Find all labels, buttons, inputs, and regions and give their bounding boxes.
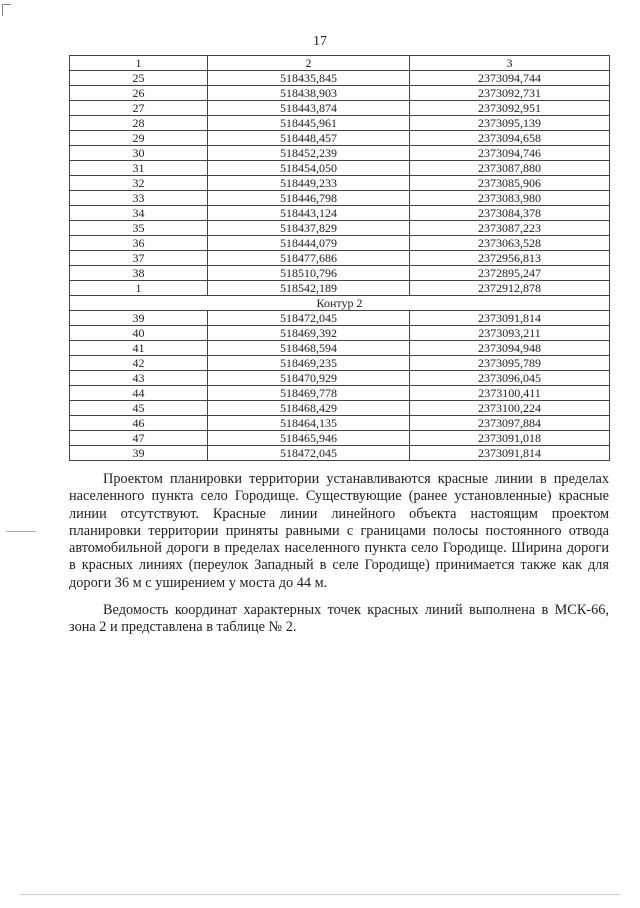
y-coordinate-cell: 2372895,247 (410, 266, 610, 281)
point-number-cell: 39 (70, 311, 208, 326)
table-row (70, 416, 610, 431)
y-coordinate-cell: 2373095,789 (410, 356, 610, 371)
table-row (70, 266, 610, 281)
y-coordinate-cell: 2373094,948 (410, 341, 610, 356)
group-title-cell: Контур 2 (70, 296, 610, 311)
x-coordinate-cell: 518444,079 (208, 236, 410, 251)
x-coordinate-cell: 518448,457 (208, 131, 410, 146)
point-number-cell: 1 (70, 281, 208, 296)
table-row (70, 326, 610, 341)
x-coordinate-cell: 518472,045 (208, 311, 410, 326)
y-coordinate-cell: 2373087,223 (410, 221, 610, 236)
x-coordinate-cell: 518469,235 (208, 356, 410, 371)
y-coordinate-cell: 2373083,980 (410, 191, 610, 206)
point-number-cell: 45 (70, 401, 208, 416)
point-number-cell: 27 (70, 101, 208, 116)
x-coordinate-cell: 518470,929 (208, 371, 410, 386)
table-row (70, 71, 610, 86)
table-row (70, 371, 610, 386)
y-coordinate-cell: 2373100,224 (410, 401, 610, 416)
y-coordinate-cell: 2373085,906 (410, 176, 610, 191)
table-row (70, 131, 610, 146)
y-coordinate-cell: 2373091,814 (410, 311, 610, 326)
scan-mark-left-edge (6, 531, 36, 532)
table-row (70, 116, 610, 131)
header-cell-y: 3 (410, 56, 610, 71)
y-coordinate-cell: 2373087,880 (410, 161, 610, 176)
point-number-cell: 44 (70, 386, 208, 401)
y-coordinate-cell: 2373097,884 (410, 416, 610, 431)
point-number-cell: 38 (70, 266, 208, 281)
y-coordinate-cell: 2373063,528 (410, 236, 610, 251)
table-row (70, 86, 610, 101)
y-coordinate-cell: 2373092,951 (410, 101, 610, 116)
y-coordinate-cell: 2373093,211 (410, 326, 610, 341)
x-coordinate-cell: 518452,239 (208, 146, 410, 161)
scan-mark-top-left (2, 4, 11, 5)
point-number-cell: 35 (70, 221, 208, 236)
y-coordinate-cell: 2373094,746 (410, 146, 610, 161)
y-coordinate-cell: 2373096,045 (410, 371, 610, 386)
table-row (70, 251, 610, 266)
table-row (70, 101, 610, 116)
y-coordinate-cell: 2373095,139 (410, 116, 610, 131)
y-coordinate-cell: 2373091,018 (410, 431, 610, 446)
point-number-cell: 32 (70, 176, 208, 191)
table-row (70, 356, 610, 371)
x-coordinate-cell: 518454,050 (208, 161, 410, 176)
header-cell-x: 2 (208, 56, 410, 71)
coordinates-table-body (70, 56, 610, 461)
table-row (70, 206, 610, 221)
point-number-cell: 25 (70, 71, 208, 86)
page-number: 17 (313, 34, 327, 49)
x-coordinate-cell: 518542,189 (208, 281, 410, 296)
table-row (70, 386, 610, 401)
x-coordinate-cell: 518464,135 (208, 416, 410, 431)
header-cell-point: 1 (70, 56, 208, 71)
point-number-cell: 28 (70, 116, 208, 131)
paragraph-red-lines: Проектом планировки территории устанавливаются красные линии в пределах населенного пункта село Городище. Существующие (ранее установленные) красные линии отсутствуют. Красные линии линейного объекта настоящим проектом планировки территории приняты равными с границами полосы постоянного отвода автомобильной дороги в пределах населенного пункта село Городище. Ширина дороги в красных линиях (переулок Западный в селе Городище) принимается также как для дороги 36 м с уширением у моста до 44 м. (69, 471, 609, 591)
y-coordinate-cell: 2373094,658 (410, 131, 610, 146)
x-coordinate-cell: 518443,124 (208, 206, 410, 221)
x-coordinate-cell: 518443,874 (208, 101, 410, 116)
scan-mark-bottom-edge (20, 894, 620, 895)
x-coordinate-cell: 518438,903 (208, 86, 410, 101)
table-row (70, 191, 610, 206)
point-number-cell: 30 (70, 146, 208, 161)
point-number-cell: 41 (70, 341, 208, 356)
table-row (70, 311, 610, 326)
table-row (70, 176, 610, 191)
table-header-row (70, 56, 610, 71)
table-row (70, 161, 610, 176)
point-number-cell: 36 (70, 236, 208, 251)
y-coordinate-cell: 2373100,411 (410, 386, 610, 401)
point-number-cell: 47 (70, 431, 208, 446)
x-coordinate-cell: 518449,233 (208, 176, 410, 191)
x-coordinate-cell: 518469,392 (208, 326, 410, 341)
point-number-cell: 29 (70, 131, 208, 146)
x-coordinate-cell: 518465,946 (208, 431, 410, 446)
x-coordinate-cell: 518477,686 (208, 251, 410, 266)
paragraph-coordinates-statement: Ведомость координат характерных точек красных линий выполнена в МСК-66, зона 2 и представлена в таблице № 2. (69, 602, 609, 636)
point-number-cell: 42 (70, 356, 208, 371)
point-number-cell: 37 (70, 251, 208, 266)
x-coordinate-cell: 518446,798 (208, 191, 410, 206)
scan-mark-top-left-vertical (2, 4, 3, 16)
point-number-cell: 33 (70, 191, 208, 206)
table-row (70, 146, 610, 161)
x-coordinate-cell: 518510,796 (208, 266, 410, 281)
y-coordinate-cell: 2373094,744 (410, 71, 610, 86)
x-coordinate-cell: 518469,778 (208, 386, 410, 401)
point-number-cell: 34 (70, 206, 208, 221)
point-number-cell: 40 (70, 326, 208, 341)
table-row (70, 236, 610, 251)
x-coordinate-cell: 518435,845 (208, 71, 410, 86)
table-row (70, 221, 610, 236)
table-row (70, 281, 610, 296)
x-coordinate-cell: 518468,429 (208, 401, 410, 416)
point-number-cell: 39 (70, 446, 208, 461)
y-coordinate-cell: 2373091,814 (410, 446, 610, 461)
y-coordinate-cell: 2373084,378 (410, 206, 610, 221)
y-coordinate-cell: 2372956,813 (410, 251, 610, 266)
point-number-cell: 26 (70, 86, 208, 101)
coordinates-table (69, 55, 610, 461)
table-row (70, 446, 610, 461)
table-group-title-row (70, 296, 610, 311)
x-coordinate-cell: 518472,045 (208, 446, 410, 461)
point-number-cell: 46 (70, 416, 208, 431)
y-coordinate-cell: 2372912,878 (410, 281, 610, 296)
x-coordinate-cell: 518445,961 (208, 116, 410, 131)
body-text (69, 471, 609, 647)
table-row (70, 431, 610, 446)
table-row (70, 341, 610, 356)
point-number-cell: 31 (70, 161, 208, 176)
point-number-cell: 43 (70, 371, 208, 386)
x-coordinate-cell: 518437,829 (208, 221, 410, 236)
table-row (70, 401, 610, 416)
y-coordinate-cell: 2373092,731 (410, 86, 610, 101)
x-coordinate-cell: 518468,594 (208, 341, 410, 356)
